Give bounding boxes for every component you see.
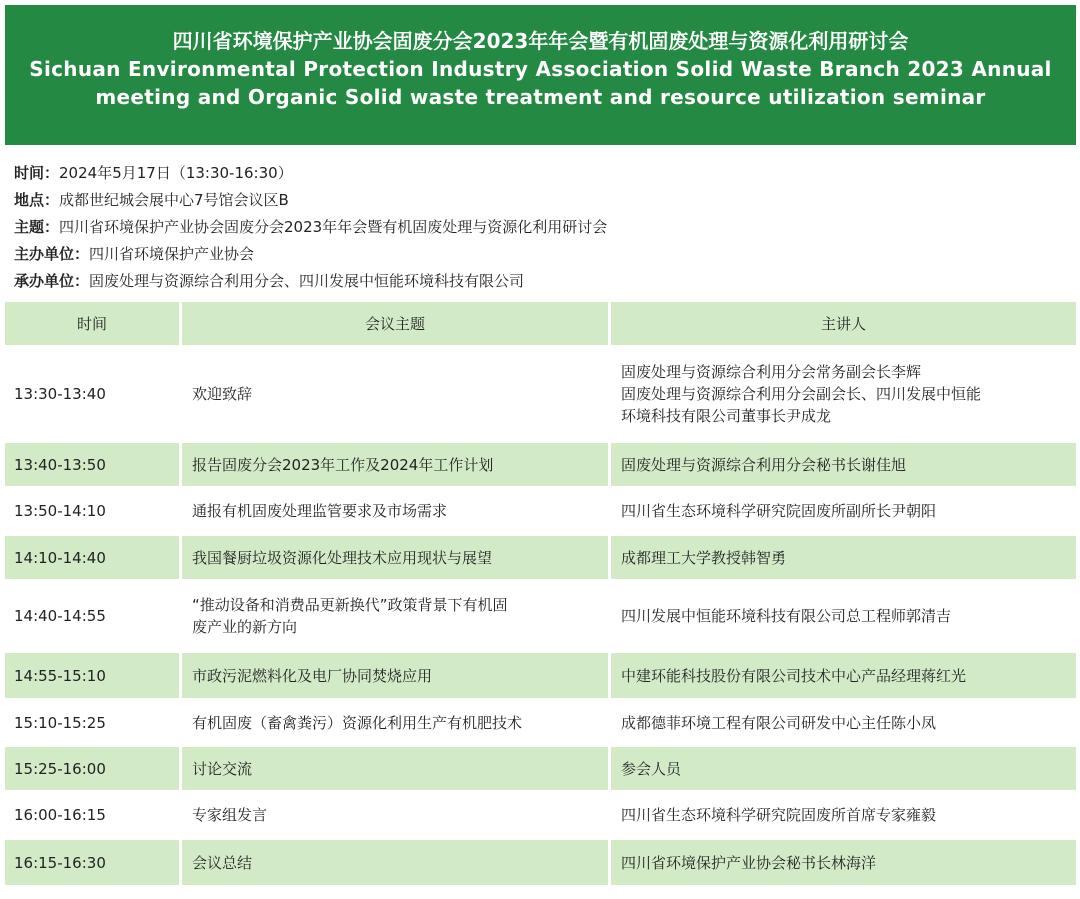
table-row [5, 536, 1076, 579]
row-topic: 专家组发言 [182, 793, 608, 837]
row-topic: 会议总结 [182, 840, 608, 885]
row-time: 13:30-13:40 [5, 348, 179, 440]
table-row [5, 489, 1076, 533]
table-row [5, 653, 1076, 698]
speaker-line: 环境科技有限公司董事长尹成龙 [621, 407, 832, 425]
info-label: 时间： [14, 164, 60, 182]
info-value: 成都世纪城会展中心7号馆会议区B [59, 191, 289, 209]
row-time: 13:50-14:10 [5, 489, 179, 533]
row-speaker: 参会人员 [611, 747, 1076, 790]
info-value: 固废处理与资源综合利用分会、四川发展中恒能环境科技有限公司 [89, 272, 525, 290]
schedule-table [5, 302, 1076, 888]
row-time: 14:40-14:55 [5, 582, 179, 650]
table-row [5, 348, 1076, 440]
row-speaker: 四川省环境保护产业协会秘书长林海洋 [611, 840, 1076, 885]
row-speaker: 成都德菲环境工程有限公司研发中心主任陈小凤 [611, 701, 1076, 744]
row-topic: 欢迎致辞 [182, 348, 608, 440]
title-english-line-1: Sichuan Environmental Protection Industry Association Solid Waste Branch 2023 Annual [29, 57, 1052, 81]
topic-line: 废产业的新方向 [192, 618, 298, 636]
row-speaker: 四川省生态环境科学研究院固废所首席专家雍毅 [611, 793, 1076, 837]
row-speaker [611, 348, 1076, 440]
table-row [5, 443, 1076, 486]
row-speaker: 中建环能科技股份有限公司技术中心产品经理蒋红光 [611, 653, 1076, 698]
row-time: 15:10-15:25 [5, 701, 179, 744]
header-speaker: 主讲人 [611, 302, 1076, 345]
row-time: 14:10-14:40 [5, 536, 179, 579]
row-topic: 市政污泥燃料化及电厂协同焚烧应用 [182, 653, 608, 698]
speaker-line: 固废处理与资源综合利用分会常务副会长李辉 [621, 363, 922, 381]
row-speaker: 成都理工大学教授韩智勇 [611, 536, 1076, 579]
title-banner [5, 5, 1076, 145]
speaker-lines [621, 361, 981, 427]
row-topic: 我国餐厨垃圾资源化处理技术应用现状与展望 [182, 536, 608, 579]
table-header-row [5, 302, 1076, 345]
row-speaker: 四川省生态环境科学研究院固废所副所长尹朝阳 [611, 489, 1076, 533]
row-time: 15:25-16:00 [5, 747, 179, 790]
row-time: 14:55-15:10 [5, 653, 179, 698]
info-value: 2024年5月17日（13:30-16:30） [59, 164, 293, 182]
info-value: 四川省环境保护产业协会 [89, 245, 255, 263]
row-speaker: 固废处理与资源综合利用分会秘书长谢佳旭 [611, 443, 1076, 486]
info-label: 地点： [14, 191, 60, 209]
header-time: 时间 [5, 302, 179, 345]
speaker-line: 固废处理与资源综合利用分会副会长、四川发展中恒能 [621, 385, 982, 403]
table-row [5, 582, 1076, 650]
title-english-line-2: meeting and Organic Solid waste treatment and resource utilization seminar [95, 85, 986, 109]
header-topic: 会议主题 [182, 302, 608, 345]
title-chinese: 四川省环境保护产业协会固废分会2023年年会暨有机固废处理与资源化利用研讨会 [172, 29, 909, 53]
table-row [5, 747, 1076, 790]
topic-lines [192, 594, 508, 638]
info-host [14, 241, 607, 268]
table-row [5, 701, 1076, 744]
info-organizer [14, 268, 607, 295]
info-label: 主办单位： [14, 245, 90, 263]
row-topic: 有机固废（畜禽粪污）资源化利用生产有机肥技术 [182, 701, 608, 744]
row-time: 16:15-16:30 [5, 840, 179, 885]
row-topic: 报告固废分会2023年工作及2024年工作计划 [182, 443, 608, 486]
info-time [14, 160, 607, 187]
info-venue [14, 187, 607, 214]
info-theme [14, 214, 607, 241]
row-time: 16:00-16:15 [5, 793, 179, 837]
info-label: 承办单位： [14, 272, 90, 290]
info-value: 四川省环境保护产业协会固废分会2023年年会暨有机固废处理与资源化利用研讨会 [59, 218, 608, 236]
row-topic [182, 582, 608, 650]
info-label: 主题： [14, 218, 60, 236]
table-row [5, 793, 1076, 837]
topic-line: “推动设备和消费品更新换代”政策背景下有机固 [192, 596, 508, 614]
event-info [14, 160, 607, 295]
row-topic: 通报有机固废处理监管要求及市场需求 [182, 489, 608, 533]
row-time: 13:40-13:50 [5, 443, 179, 486]
row-topic: 讨论交流 [182, 747, 608, 790]
row-speaker: 四川发展中恒能环境科技有限公司总工程师郭清吉 [611, 582, 1076, 650]
table-row [5, 840, 1076, 885]
